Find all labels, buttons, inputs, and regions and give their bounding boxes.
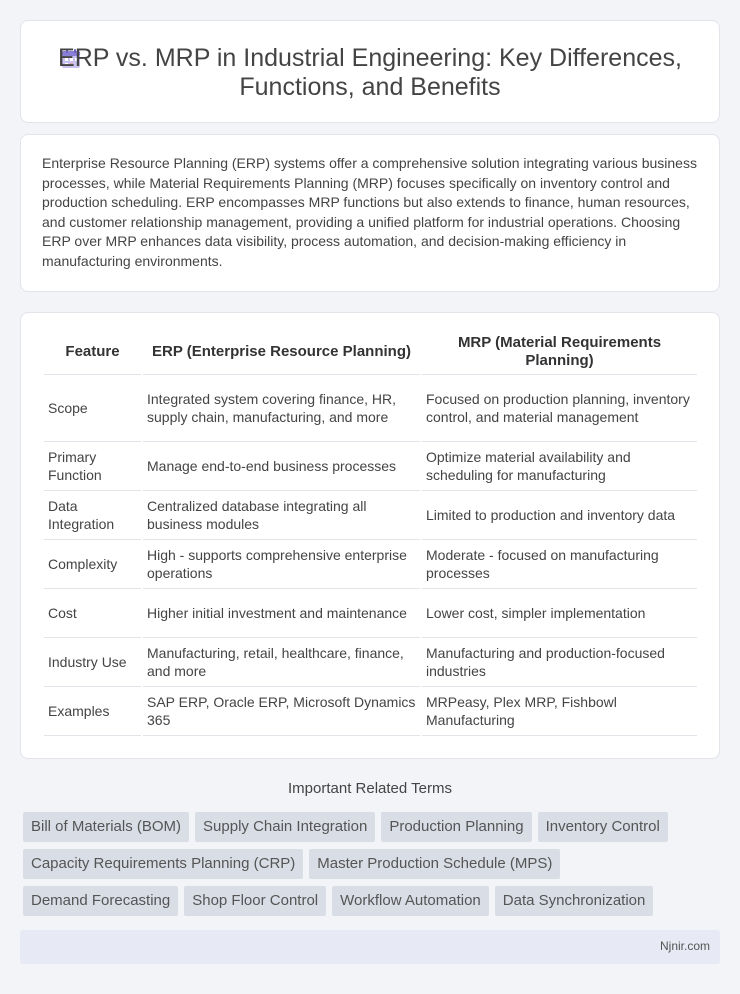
tag-bill-of-materials[interactable]: Bill of Materials (BOM): [23, 812, 189, 842]
header-mrp: MRP (Material Requirements Planning): [422, 329, 697, 375]
footer-site-name[interactable]: Njnir.com: [659, 939, 710, 953]
cell-feature: Industry Use: [44, 638, 141, 687]
cell-mrp: Limited to production and inventory data: [422, 491, 697, 540]
cell-mrp: Manufacturing and production-focused industries: [422, 638, 697, 687]
table-row: [44, 638, 697, 687]
intro-paragraph: Enterprise Resource Planning (ERP) systems offer a comprehensive solution integrating various business processes, while Material Requirements Planning (MRP) focuses specifically on inventory control and production scheduling. ERP encompasses MRP functions but also extends to finance, human resources, and customer relationship management, providing a unified platform for industrial operations. Choosing ERP over MRP enhances data visibility, process automation, and decision-making efficiency in manufacturing environments.: [42, 155, 697, 269]
tag-row: [23, 849, 723, 879]
tag-data-synchronization[interactable]: Data Synchronization: [495, 886, 654, 916]
table-row: [44, 687, 697, 736]
cell-mrp: Moderate - focused on manufacturing processes: [422, 540, 697, 589]
title-card: [20, 20, 720, 123]
cell-feature: Cost: [44, 589, 141, 638]
cell-erp: Integrated system covering finance, HR, supply chain, manufacturing, and more: [143, 375, 420, 442]
page-title-line-1: ERP vs. MRP in Industrial Engineering: Key Differences,: [58, 44, 682, 72]
comparison-table: [42, 329, 699, 736]
table-row: [44, 491, 697, 540]
header-feature: Feature: [44, 329, 141, 375]
table-row: [44, 375, 697, 442]
table-row: [44, 442, 697, 491]
tag-shop-floor-control[interactable]: Shop Floor Control: [184, 886, 326, 916]
tag-capacity-requirements-planning[interactable]: Capacity Requirements Planning (CRP): [23, 849, 303, 879]
footer: [20, 930, 720, 964]
cell-erp: SAP ERP, Oracle ERP, Microsoft Dynamics 365: [143, 687, 420, 736]
table-row: [44, 589, 697, 638]
cell-feature: Examples: [44, 687, 141, 736]
related-terms-list: [23, 812, 723, 923]
tag-master-production-schedule[interactable]: Master Production Schedule (MPS): [309, 849, 560, 879]
cell-erp: Higher initial investment and maintenance: [143, 589, 420, 638]
cell-mrp: Optimize material availability and scheduling for manufacturing: [422, 442, 697, 491]
cell-erp: Manufacturing, retail, healthcare, finance, and more: [143, 638, 420, 687]
cell-mrp: MRPeasy, Plex MRP, Fishbowl Manufacturing: [422, 687, 697, 736]
table-header-row: [44, 329, 697, 375]
tag-row: [23, 886, 723, 916]
intro-card: [20, 134, 720, 292]
cell-mrp: Focused on production planning, inventory control, and material management: [422, 375, 697, 442]
comparison-table-card: [20, 312, 720, 759]
tag-demand-forecasting[interactable]: Demand Forecasting: [23, 886, 178, 916]
table-row: [44, 540, 697, 589]
tag-production-planning[interactable]: Production Planning: [381, 812, 531, 842]
tag-workflow-automation[interactable]: Workflow Automation: [332, 886, 489, 916]
tag-row: [23, 812, 723, 842]
cell-mrp: Lower cost, simpler implementation: [422, 589, 697, 638]
tag-supply-chain-integration[interactable]: Supply Chain Integration: [195, 812, 375, 842]
cell-feature: Primary Function: [44, 442, 141, 491]
cell-feature: Complexity: [44, 540, 141, 589]
cell-erp: High - supports comprehensive enterprise operations: [143, 540, 420, 589]
tag-inventory-control[interactable]: Inventory Control: [538, 812, 668, 842]
header-erp: ERP (Enterprise Resource Planning): [143, 329, 420, 375]
cell-feature: Data Integration: [44, 491, 141, 540]
cell-erp: Manage end-to-end business processes: [143, 442, 420, 491]
page-title-line-2: Functions, and Benefits: [239, 73, 501, 101]
related-terms-title: Important Related Terms: [288, 780, 452, 797]
cell-erp: Centralized database integrating all business modules: [143, 491, 420, 540]
page-title: [21, 44, 719, 102]
cell-feature: Scope: [44, 375, 141, 442]
